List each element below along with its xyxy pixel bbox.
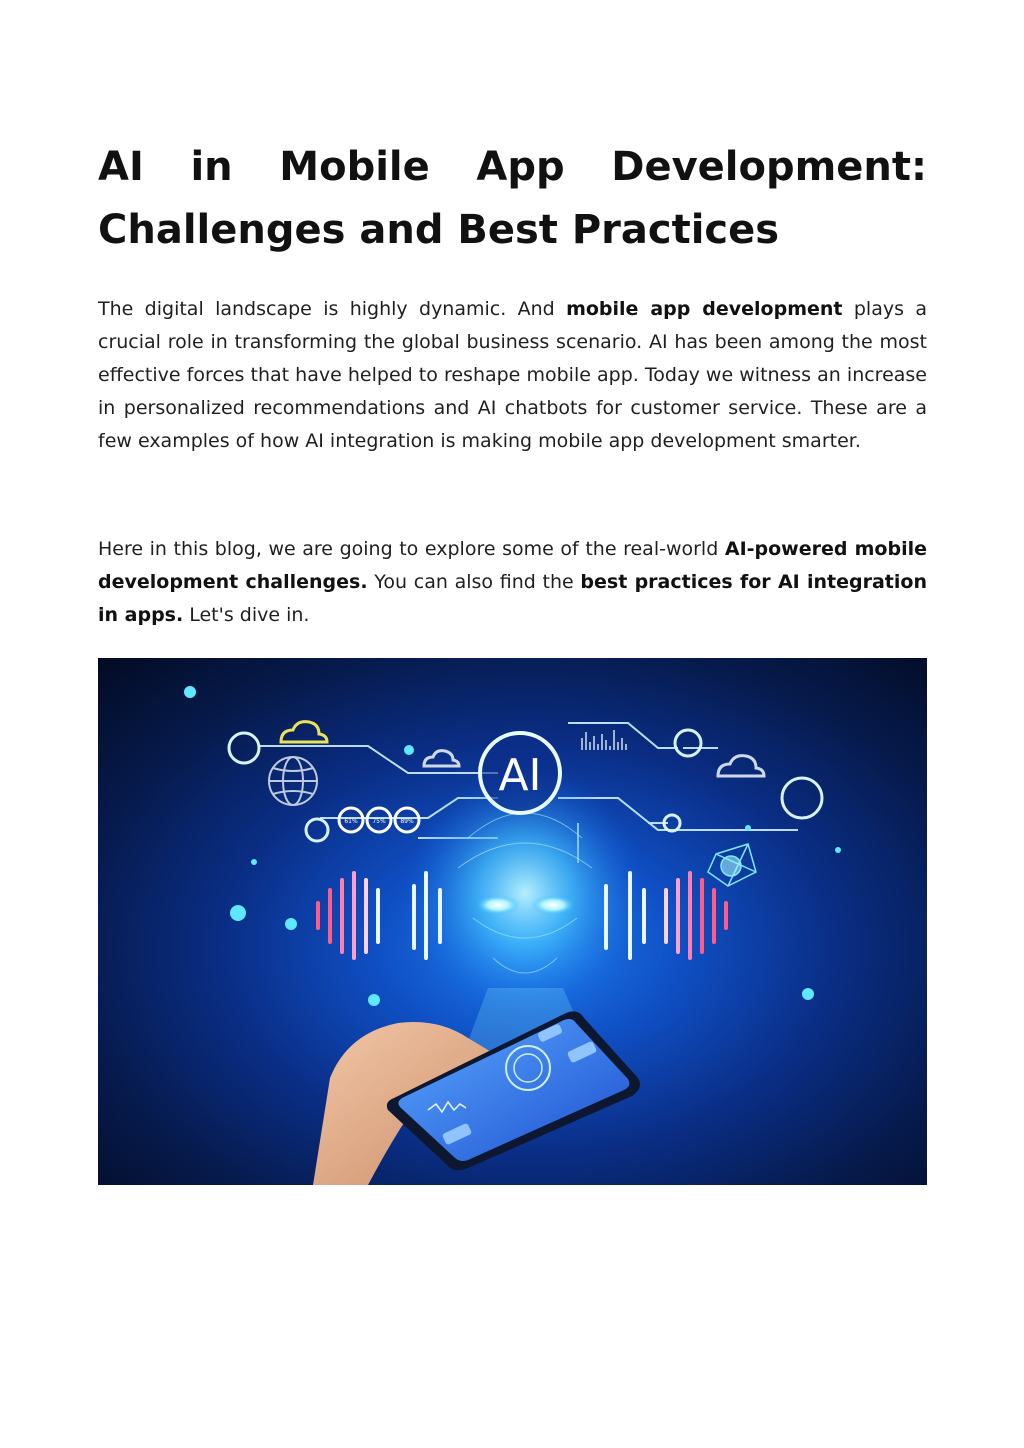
bold-text-run: best practices for AI integration in apps.: [98, 571, 927, 626]
left-eye: [476, 895, 520, 915]
gauge: [339, 808, 363, 832]
text-run: Let's dive in.: [183, 604, 310, 626]
globe-icon: [269, 757, 317, 805]
blog-overview-paragraph: [98, 533, 927, 632]
text-run: plays a crucial role in transforming the global business scenario. AI has been among the most effective forces that have helped to reshape mobile app. Today we witness an increase in personalized recommendations and AI chatbots for customer service. These are a few examples of how AI integration is making mobile app development smarter.: [98, 298, 927, 452]
article-title: AI in Mobile App Development: Challenges and Best Practices: [98, 144, 927, 253]
gauge: [367, 808, 391, 832]
gauge-label: 75%: [372, 818, 386, 825]
network-icon: [708, 844, 756, 886]
mini-chart-icon: [582, 730, 626, 750]
intro-paragraph: [98, 293, 927, 458]
right-eye: [531, 895, 575, 915]
ai-badge-label: AI: [498, 750, 542, 801]
gauge-label: 61%: [344, 818, 358, 825]
progress-gauges: [339, 808, 419, 832]
text-run: You can also find the: [367, 571, 581, 593]
text-run: Here in this blog, we are going to explore some of the real-world: [98, 538, 725, 560]
hero-illustration: [98, 658, 927, 1185]
bold-text-run: mobile app development: [566, 298, 843, 320]
bold-text-run: AI-powered mobile development challenges.: [98, 538, 927, 593]
gauge: [395, 808, 419, 832]
hero-image-ai-mobile: [98, 658, 927, 1185]
ai-badge: [480, 733, 560, 813]
text-run: The digital landscape is highly dynamic. And: [98, 298, 567, 320]
gauge-label: 89%: [400, 818, 414, 825]
